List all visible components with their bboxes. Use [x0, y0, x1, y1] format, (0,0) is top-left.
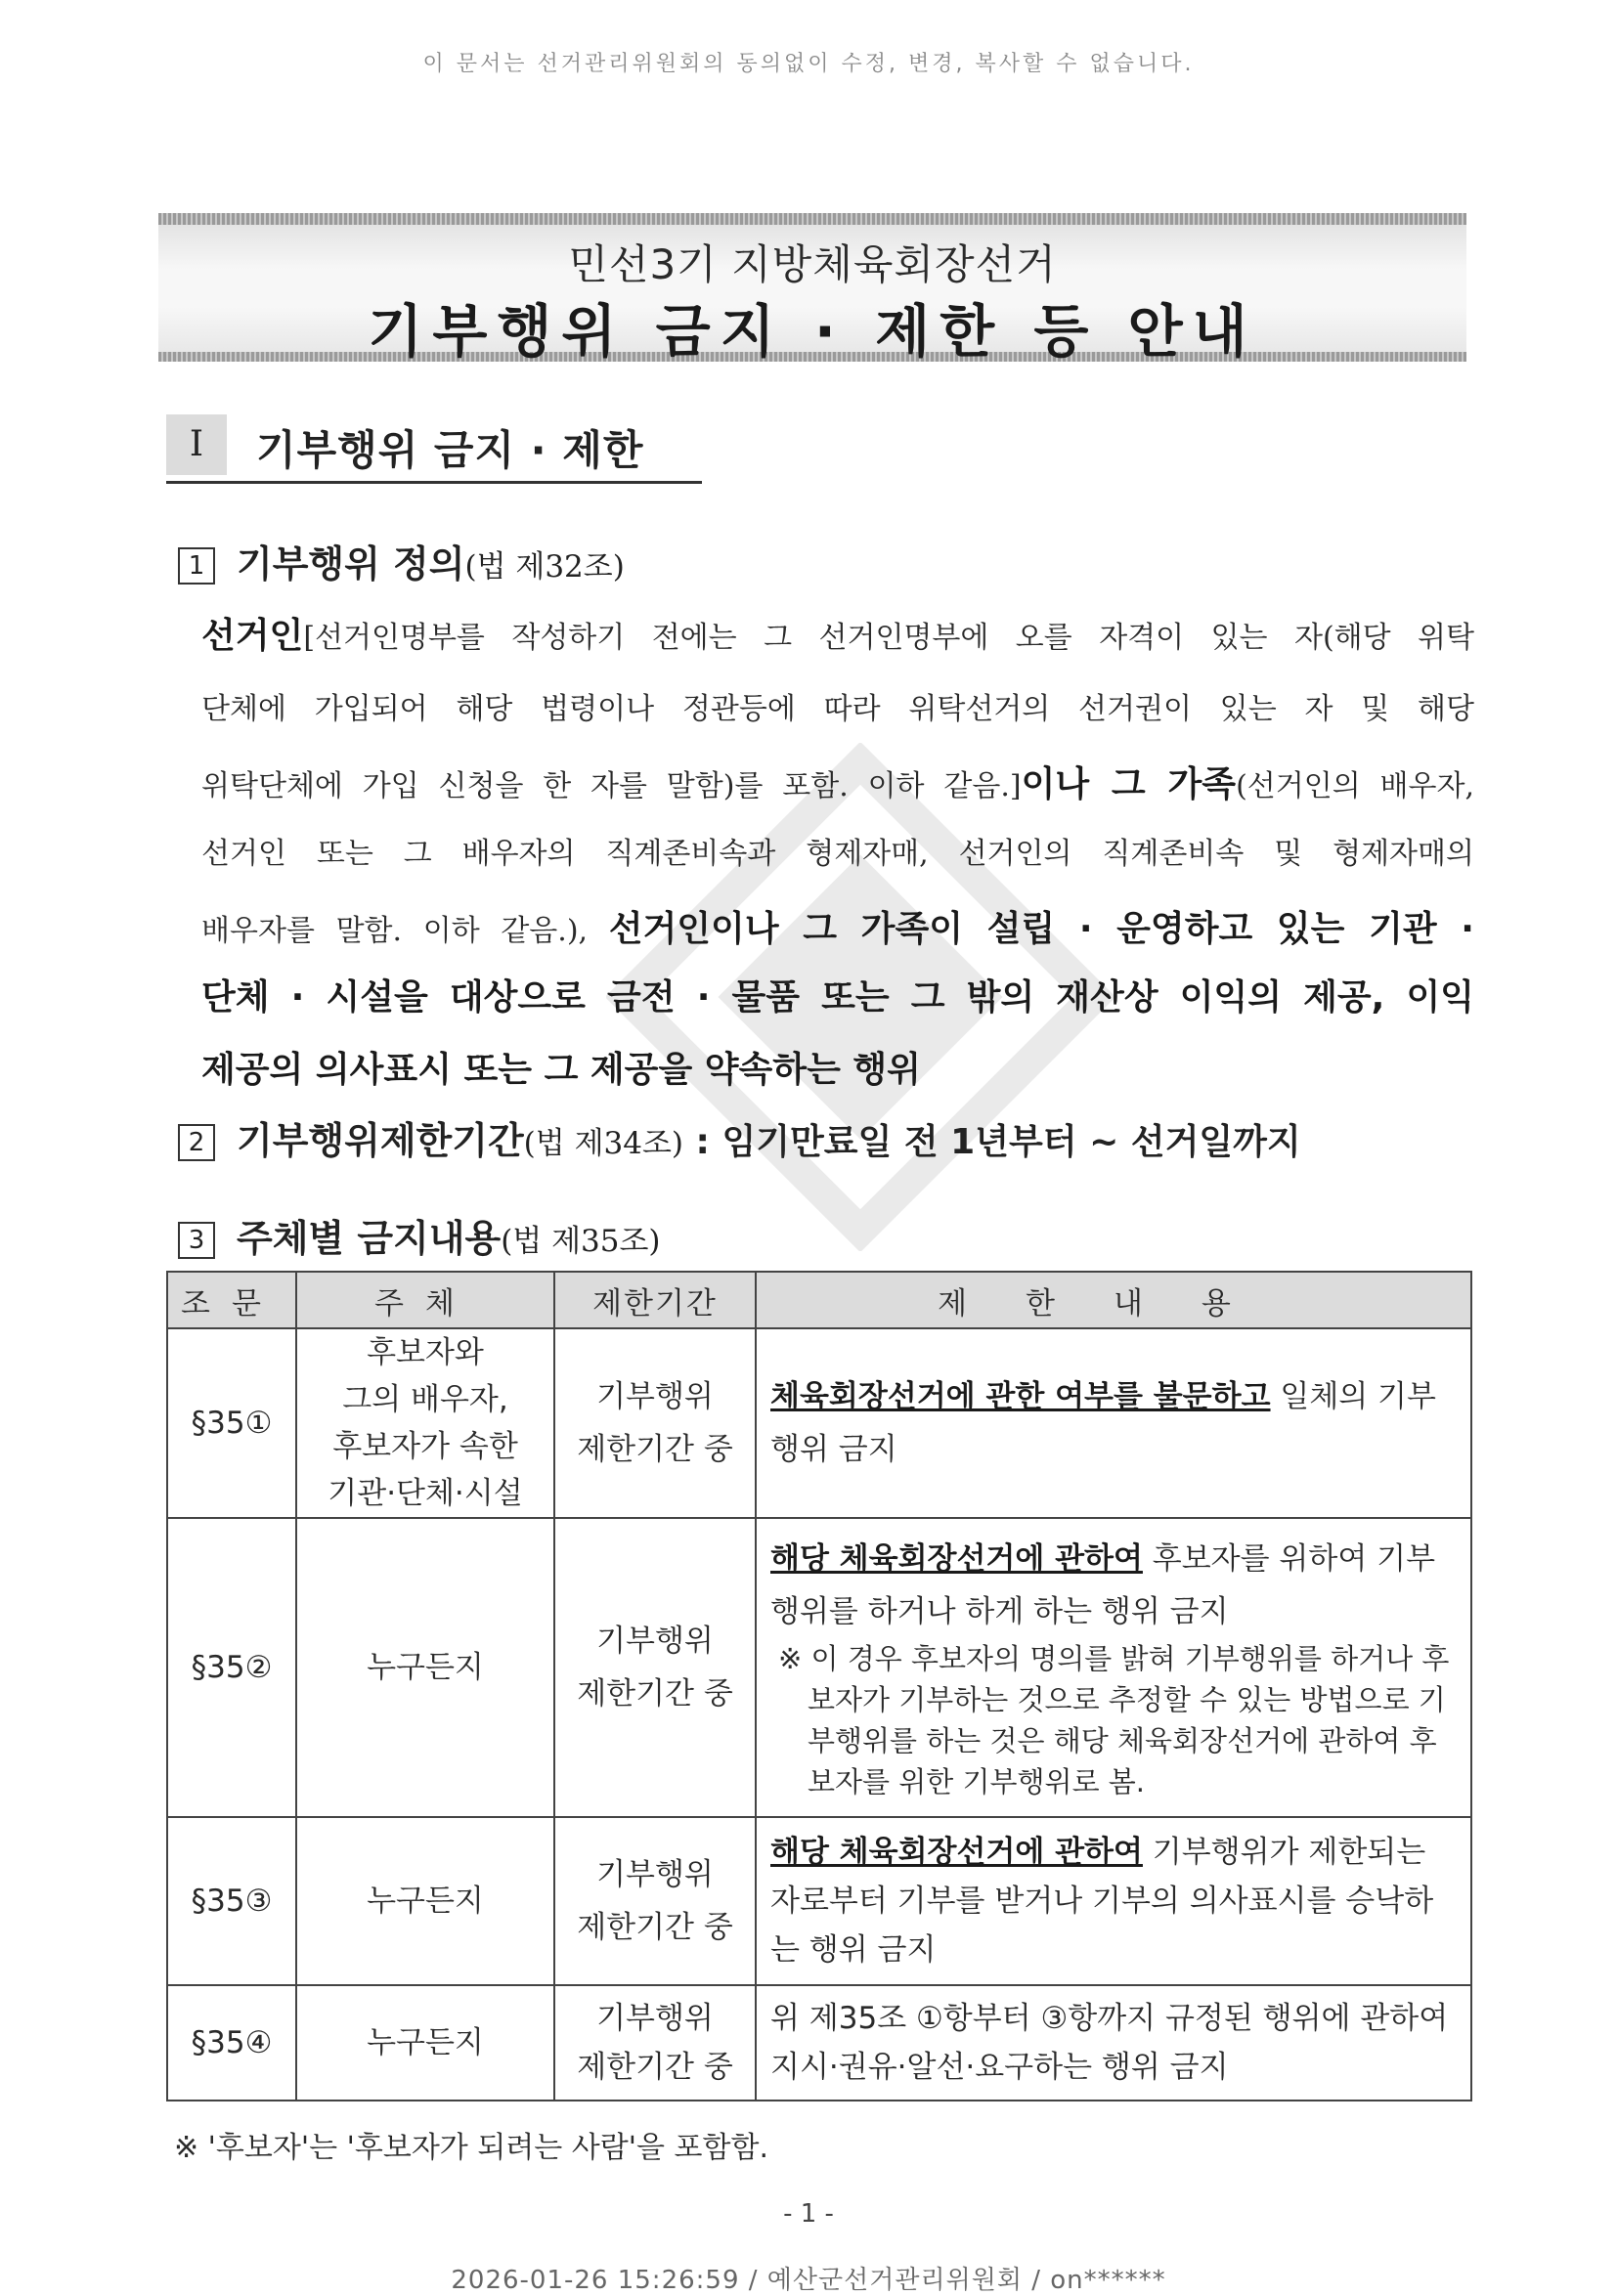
item-heading-period [178, 1110, 1301, 1164]
item-label: 기부행위제한기간 [237, 1119, 524, 1162]
item-number: 2 [178, 1124, 215, 1161]
period-cell: 기부행위 제한기간 중 [554, 1985, 756, 2101]
item-label: 기부행위 정의 [237, 542, 465, 585]
table-row [167, 1518, 1471, 1817]
definition-line: 제공의 의사표시 또는 그 제공을 약속하는 행위 [201, 1050, 921, 1090]
header-article: 조문 [167, 1272, 296, 1328]
section-number: I [166, 414, 227, 475]
period-cell: 기부행위 제한기간 중 [554, 1817, 756, 1985]
subject-cell: 누구든지 [296, 1817, 554, 1985]
article-cell: §35② [167, 1518, 296, 1817]
document-title: 기부행위 금지 · 제한 등 안내 [368, 298, 1257, 365]
period-cell: 기부행위 제한기간 중 [554, 1518, 756, 1817]
content-cell: 해당 체육회장선거에 관하여 기부행위가 제한되는 자로부터 기부를 받거나 기부의 의사표시를 승낙하는 행위 금지 [756, 1817, 1471, 1985]
item-heading-prohibitions [178, 1208, 661, 1262]
period-cell: 기부행위 제한기간 중 [554, 1328, 756, 1518]
footnote: ※ '후보자'는 '후보자가 되려는 사람'을 포함함. [174, 2131, 769, 2165]
page-number: - 1 - [783, 2199, 834, 2229]
definition-line: 단체 · 시설을 대상으로 금전 · 물품 또는 그 밖의 재산상 이익의 제공, 이익 [201, 977, 1474, 1018]
item-law-ref: (법 제32조) [464, 549, 625, 585]
article-cell: §35① [167, 1328, 296, 1518]
period-text: : 임기만료일 전 1년부터 ~ 선거일까지 [683, 1122, 1301, 1162]
item-law-ref: (법 제35조) [501, 1224, 661, 1259]
subject-cell: 후보자와 그의 배우자, 후보자가 속한 기관·단체·시설 [296, 1328, 554, 1518]
item-law-ref: (법 제34조) [523, 1126, 683, 1161]
subject-cell: 누구든지 [296, 1518, 554, 1817]
header-subject: 주체 [296, 1272, 554, 1328]
article-cell: §35③ [167, 1817, 296, 1985]
item-number: 3 [178, 1222, 215, 1259]
article-cell: §35④ [167, 1985, 296, 2101]
item-number: 1 [178, 547, 215, 585]
definition-line: 배우자를 말함. 이하 같음.), 선거인이나 그 가족이 설립 · 운영하고 있는 기관 · [201, 909, 1474, 949]
header-content: 제한내용 [756, 1272, 1471, 1328]
item-label: 주체별 금지내용 [237, 1217, 502, 1260]
document-subtitle: 민선3기 지방체육회장선거 [568, 240, 1057, 288]
header-period: 제한기간 [554, 1272, 756, 1328]
prohibition-table [166, 1271, 1472, 2101]
table-header-row [167, 1272, 1471, 1328]
table-row [167, 1328, 1471, 1518]
definition-line: 단체에 가입되어 해당 법령이나 정관등에 따라 위탁선거의 선거권이 있는 자 및 해당 [201, 692, 1474, 726]
item-heading-definition [178, 534, 625, 587]
content-note: ※ 이 경우 후보자의 명의를 밝혀 기부행위를 하거나 후보자가 기부하는 것으로 추정할 수 있는 방법으로 기부행위를 하는 것은 해당 체육회장선거에 관하여 후보자를 위한 기부행위로 봄. [778, 1642, 1450, 1798]
definition-line: 위탁단체에 가입 신청을 한 자를 말함)를 포함. 이하 같음.]이나 그 가족(선거인의 배우자, [201, 764, 1474, 804]
copy-protection-notice: 이 문서는 선거관리위원회의 동의없이 수정, 변경, 복사할 수 없습니다. [422, 52, 1195, 76]
content-cell: 위 제35조 ①항부터 ③항까지 규정된 행위에 관하여 지시·권유·알선·요구하는 행위 금지 [756, 1985, 1471, 2101]
table-row [167, 1985, 1471, 2101]
definition-line: 선거인[선거인명부를 작성하기 전에는 그 선거인명부에 오를 자격이 있는 자(해당 위탁 [201, 616, 1474, 656]
content-cell: 해당 체육회장선거에 관하여 후보자를 위하여 기부행위를 하거나 하게 하는 행위 금지 ※ 이 경우 후보자의 명의를 밝혀 기부행위를 하거나 후보자가 기부하는 것으로 추정할 수 있는 방법으로 기부행위를 하는 것은 해당 체육회장선거에 관하여 후보자를 위한 기부행위로 봄. [756, 1518, 1471, 1817]
print-stamp: 2026-01-26 15:26:59 / 예산군선거관리위원회 / on****** [451, 2266, 1166, 2295]
section-heading [166, 414, 702, 484]
definition-line: 선거인 또는 그 배우자의 직계존비속과 형제자매, 선거인의 직계존비속 및 형제자매의 [201, 837, 1474, 871]
table-row [167, 1817, 1471, 1985]
document-title-box [158, 213, 1466, 365]
content-cell: 체육회장선거에 관한 여부를 불문하고 일체의 기부행위 금지 [756, 1328, 1471, 1518]
section-label: 기부행위 금지 · 제한 [256, 426, 644, 474]
subject-cell: 누구든지 [296, 1985, 554, 2101]
